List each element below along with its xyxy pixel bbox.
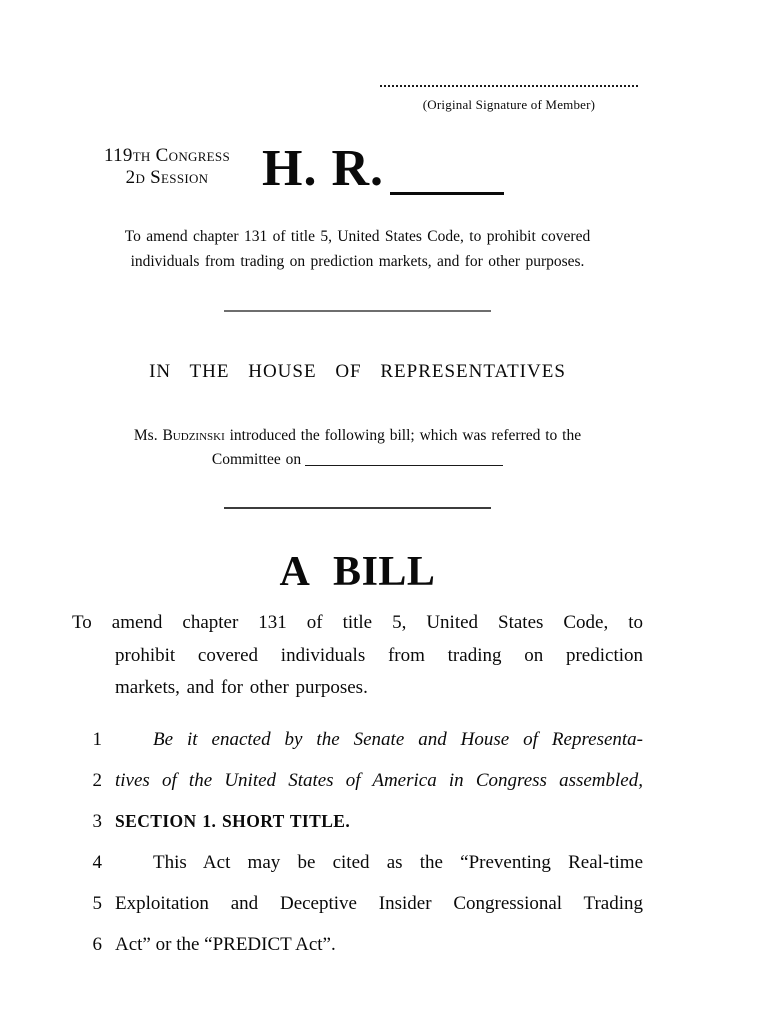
signature-caption: (Original Signature of Member) (422, 97, 596, 112)
header-long-title (72, 225, 643, 274)
line-text: This Act may be cited as the “Preventing Real-time (153, 851, 643, 873)
separator-rule-bottom (224, 507, 491, 509)
line-number: 5 (92, 892, 102, 914)
sponsor-prefix: Ms. (133, 427, 163, 444)
congress-session: 2d Session (125, 167, 209, 188)
line-text: tives of the United States of America in Congress assembled, (115, 769, 643, 791)
body-line (72, 801, 643, 842)
body-line (72, 760, 643, 801)
bill-number-blank (390, 192, 504, 195)
congress-session-block (72, 143, 262, 188)
committee-line (72, 448, 643, 472)
congress-term: 119th Congress (104, 145, 230, 166)
body-line (72, 842, 643, 883)
body-line (72, 883, 643, 924)
sponsor-name: Budzinski (162, 427, 225, 444)
sponsor-intro-line1 (72, 424, 643, 448)
bill-body (72, 719, 643, 965)
long-title-line2: prohibit covered individuals from trading on prediction (115, 644, 643, 666)
chamber-heading: IN THE HOUSE OF REPRESENTATIVES (149, 361, 566, 382)
line-text: Exploitation and Deceptive Insider Congressional Trading (115, 892, 643, 914)
body-line (72, 719, 643, 760)
signature-block (380, 85, 638, 113)
line-number: 3 (92, 810, 102, 832)
line-number: 2 (92, 769, 102, 791)
header-long-title-line2: individuals from trading on prediction markets, and for other purposes. (130, 252, 585, 270)
bill-number (262, 140, 504, 197)
signature-dotted-line (380, 85, 638, 87)
bill-number-header (72, 140, 643, 197)
committee-label: Committee on (211, 450, 302, 468)
sponsor-intro-rest: introduced the following bill; which was referred to the (224, 427, 582, 444)
line-text: Be it enacted by the Senate and House of Representa- (153, 728, 643, 750)
line-text: Act” or the “PREDICT Act”. (115, 933, 336, 955)
header-long-title-line1: To amend chapter 131 of title 5, United States Code, to prohibit covered (124, 228, 591, 245)
long-title-line1: To amend chapter 131 of title 5, United States Code, to (72, 612, 643, 633)
separator-rule-top (224, 310, 491, 312)
line-number: 1 (92, 728, 102, 750)
bill-heading: A BILL (279, 549, 436, 595)
line-number: 4 (92, 851, 102, 873)
committee-blank (305, 465, 503, 466)
long-title-line3: markets, and for other purposes. (115, 677, 368, 698)
long-title (72, 607, 643, 705)
sponsor-intro (72, 424, 643, 471)
bill-number-label: H. R. (262, 140, 384, 197)
line-text: SECTION 1. SHORT TITLE. (115, 810, 351, 831)
line-number: 6 (92, 933, 102, 955)
body-line (72, 924, 643, 965)
